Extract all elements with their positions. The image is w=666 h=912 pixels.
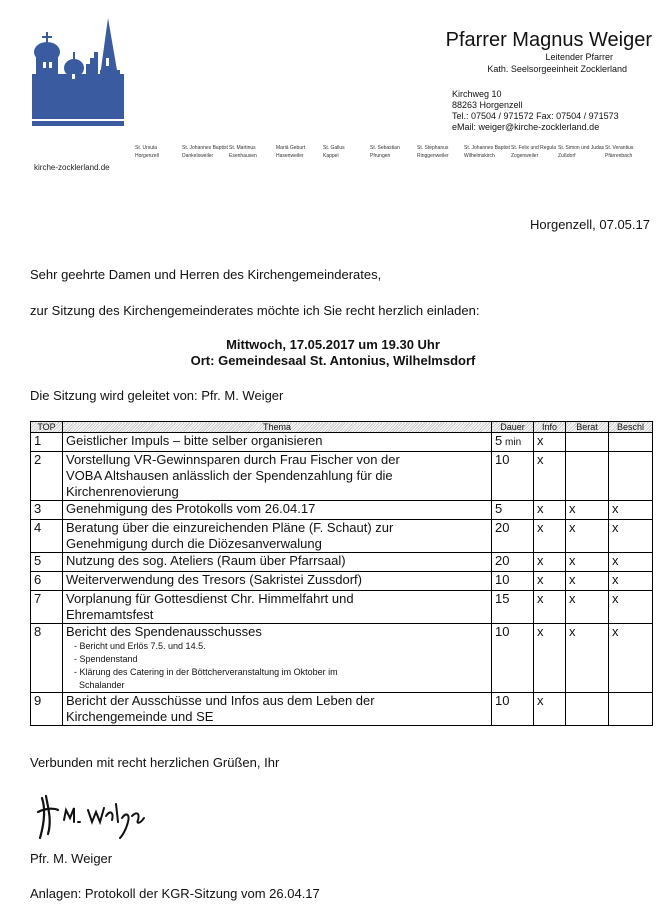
agenda-top: 8 xyxy=(31,624,63,693)
parish-town: Zogenweiler xyxy=(511,153,539,159)
agenda-thema xyxy=(63,693,492,726)
agenda-row xyxy=(31,553,653,572)
dauer-value: 5 xyxy=(495,501,503,516)
agenda-row xyxy=(31,591,653,624)
parish-saint: St. Ursula xyxy=(135,145,157,151)
parish-saint: St. Martinus xyxy=(229,145,256,151)
agenda-thema xyxy=(63,433,492,452)
agenda-info: x xyxy=(534,693,566,726)
parish-town: Hasenweiler xyxy=(276,153,304,159)
agenda-dauer xyxy=(492,433,534,452)
thema-subitem: Schalander xyxy=(74,680,125,690)
agenda-beschl xyxy=(609,693,653,726)
dauer-value: 10 xyxy=(495,452,510,467)
agenda-beschl: x xyxy=(609,591,653,624)
sender-role: Leitender Pfarrer xyxy=(545,52,613,62)
parish-item xyxy=(511,144,558,160)
logo-line1: Seelsorgeeinheit xyxy=(36,126,104,136)
parish-town: Ringgenweiler xyxy=(417,153,449,159)
agenda-berat: x xyxy=(566,553,609,572)
agenda-beschl: x xyxy=(609,624,653,693)
signature-image xyxy=(36,790,176,847)
agenda-thema xyxy=(63,553,492,572)
meeting-time: Mittwoch, 17.05.2017 um 19.30 Uhr xyxy=(226,337,440,352)
agenda-header-row xyxy=(31,422,653,433)
agenda-berat xyxy=(566,693,609,726)
church-logo-icon xyxy=(30,18,128,158)
agenda-dauer xyxy=(492,501,534,520)
parish-saint: St. Johannes Baptist xyxy=(464,145,510,151)
agenda-row xyxy=(31,572,653,591)
dauer-value: 15 xyxy=(495,591,510,606)
header-beschl: Beschl xyxy=(609,422,653,433)
parish-saint: Mariä Geburt xyxy=(276,145,306,151)
sender-email: eMail: weiger@kirche-zocklerland.de xyxy=(452,122,600,132)
dauer-value: 10 xyxy=(495,624,510,639)
agenda-beschl: x xyxy=(609,572,653,591)
parish-town: Horgenzell xyxy=(135,153,159,159)
thema-line: Weiterverwendung des Tresors (Sakristei Zussdorf) xyxy=(66,572,362,587)
thema-line: Bericht des Spendenausschusses xyxy=(66,624,262,639)
thema-subitem: - Spendenstand xyxy=(74,654,138,664)
agenda-beschl: x xyxy=(609,553,653,572)
agenda-dauer xyxy=(492,572,534,591)
agenda-top: 7 xyxy=(31,591,63,624)
header-top: TOP xyxy=(31,422,63,433)
parish-saint: St. Sebastian xyxy=(370,145,400,151)
invitation-text: zur Sitzung des Kirchengemeinderates möchte ich Sie recht herzlich einladen: xyxy=(30,303,480,318)
header-dauer: Dauer xyxy=(492,422,534,433)
agenda-thema xyxy=(63,452,492,501)
agenda-berat xyxy=(566,452,609,501)
attachments: Anlagen: Protokoll der KGR-Sitzung vom 26.04.17 xyxy=(30,886,320,901)
agenda-row xyxy=(31,433,653,452)
agenda-berat: x xyxy=(566,520,609,553)
agenda-thema xyxy=(63,572,492,591)
parish-item xyxy=(135,144,182,160)
dauer-value: 10 xyxy=(495,572,510,587)
header-info: Info xyxy=(534,422,566,433)
thema-line: Kirchengemeinde und SE xyxy=(66,709,214,724)
parish-saint: St. Simon und Judas xyxy=(558,145,605,151)
parish-item xyxy=(417,144,464,160)
thema-subitem: - Klärung des Catering in der Böttcherveranstaltung im Oktober im xyxy=(74,667,338,677)
parish-item xyxy=(370,144,417,160)
agenda-dauer xyxy=(492,520,534,553)
agenda-row xyxy=(31,452,653,501)
parish-saint: St. Johannes Baptist xyxy=(182,145,228,151)
logo-url: kirche-zocklerland.de xyxy=(34,163,110,172)
agenda-top: 3 xyxy=(31,501,63,520)
thema-line: Kirchenrenovierung xyxy=(66,484,179,499)
agenda-berat: x xyxy=(566,591,609,624)
sender-unit: Kath. Seelsorgeeinheit Zocklerland xyxy=(487,64,627,74)
signer-name: Pfr. M. Weiger xyxy=(30,851,113,866)
salutation: Sehr geehrte Damen und Herren des Kirchengemeinderates, xyxy=(30,267,382,282)
agenda-row xyxy=(31,693,653,726)
thema-subitem: - Bericht und Erlös 7.5. und 14.5. xyxy=(74,641,206,651)
agenda-info: x xyxy=(534,572,566,591)
parish-saint: St. Stephanus xyxy=(417,145,449,151)
parish-item xyxy=(276,144,323,160)
letter-date: Horgenzell, 07.05.17 xyxy=(530,217,650,232)
sender-address xyxy=(452,89,619,133)
parish-saint: St. Felix und Regula xyxy=(511,145,557,151)
parish-town: Zußdorf xyxy=(558,153,576,159)
agenda-info: x xyxy=(534,433,566,452)
agenda-dauer xyxy=(492,553,534,572)
agenda-berat xyxy=(566,433,609,452)
parish-town: Pfärrenbach xyxy=(605,153,633,159)
sender-street: Kirchweg 10 xyxy=(452,89,502,99)
thema-line: Vorplanung für Gottesdienst Chr. Himmelfahrt und xyxy=(66,591,354,606)
agenda-beschl xyxy=(609,433,653,452)
agenda-berat: x xyxy=(566,572,609,591)
agenda-top: 2 xyxy=(31,452,63,501)
dauer-unit: min xyxy=(502,437,522,448)
parish-item xyxy=(605,144,652,160)
agenda-info: x xyxy=(534,501,566,520)
logo-line2: Zocklerland xyxy=(36,138,114,155)
meeting-location: Ort: Gemeindesaal St. Antonius, Wilhelmsdorf xyxy=(190,353,476,368)
header-thema: Thema xyxy=(63,422,492,433)
agenda-info: x xyxy=(534,553,566,572)
agenda-dauer xyxy=(492,693,534,726)
parish-item xyxy=(558,144,605,160)
chair-text: Die Sitzung wird geleitet von: Pfr. M. Weiger xyxy=(30,388,284,403)
agenda-top: 6 xyxy=(31,572,63,591)
header-berat: Berat xyxy=(566,422,609,433)
agenda-beschl: x xyxy=(609,520,653,553)
thema-line: Geistlicher Impuls – bitte selber organisieren xyxy=(66,433,323,448)
parish-logo xyxy=(30,18,128,158)
agenda-row xyxy=(31,501,653,520)
agenda-info: x xyxy=(534,452,566,501)
parish-saint: St. Verantius xyxy=(605,145,634,151)
agenda-beschl: x xyxy=(609,501,653,520)
parish-list xyxy=(135,144,660,160)
agenda-table xyxy=(30,421,653,726)
parish-item xyxy=(182,144,229,160)
sender-city: 88263 Horgenzell xyxy=(452,100,523,110)
parish-town: Esenhausen xyxy=(229,153,257,159)
agenda-info: x xyxy=(534,520,566,553)
agenda-info: x xyxy=(534,624,566,693)
thema-line: Nutzung des sog. Ateliers (Raum über Pfarrsaal) xyxy=(66,553,346,568)
thema-line: Beratung über die einzureichenden Pläne (F. Schaut) zur xyxy=(66,520,394,535)
agenda-row xyxy=(31,520,653,553)
parish-town: Pfrungen xyxy=(370,153,391,159)
agenda-info: x xyxy=(534,591,566,624)
dauer-value: 10 xyxy=(495,693,510,708)
parish-item xyxy=(229,144,276,160)
agenda-thema xyxy=(63,501,492,520)
parish-item xyxy=(464,144,511,160)
parish-saint: St. Gallus xyxy=(323,145,345,151)
agenda-top: 5 xyxy=(31,553,63,572)
agenda-top: 9 xyxy=(31,693,63,726)
sender-phone: Tel.: 07504 / 971572 Fax: 07504 / 971573 xyxy=(452,111,619,121)
agenda-dauer xyxy=(492,624,534,693)
agenda-thema xyxy=(63,624,492,693)
thema-line: Genehmigung durch die Diözesanverwalung xyxy=(66,536,322,551)
parish-item xyxy=(323,144,370,160)
thema-line: Bericht der Ausschüsse und Infos aus dem Leben der xyxy=(66,693,375,708)
agenda-berat: x xyxy=(566,624,609,693)
agenda-dauer xyxy=(492,591,534,624)
thema-line: Genehmigung des Protokolls vom 26.04.17 xyxy=(66,501,316,516)
dauer-value: 5 xyxy=(495,433,503,448)
thema-line: VOBA Altshausen anlässlich der Spendenzahlung für die xyxy=(66,468,393,483)
agenda-thema xyxy=(63,520,492,553)
parish-town: Kappel xyxy=(323,153,339,159)
agenda-thema xyxy=(63,591,492,624)
agenda-berat: x xyxy=(566,501,609,520)
agenda-dauer xyxy=(492,452,534,501)
dauer-value: 20 xyxy=(495,520,510,535)
closing-text: Verbunden mit recht herzlichen Grüßen, Ihr xyxy=(30,755,280,770)
dauer-value: 20 xyxy=(495,553,510,568)
thema-line: Vorstellung VR-Gewinnsparen durch Frau Fischer von der xyxy=(66,452,400,467)
sender-name: Pfarrer Magnus Weiger xyxy=(445,29,652,51)
parish-town: Dankelsweiler xyxy=(182,153,214,159)
agenda-top: 1 xyxy=(31,433,63,452)
parish-town: Wilhelmskirch xyxy=(464,153,495,159)
thema-line: Ehremamtsfest xyxy=(66,607,154,622)
agenda-row xyxy=(31,624,653,693)
agenda-beschl xyxy=(609,452,653,501)
agenda-top: 4 xyxy=(31,520,63,553)
